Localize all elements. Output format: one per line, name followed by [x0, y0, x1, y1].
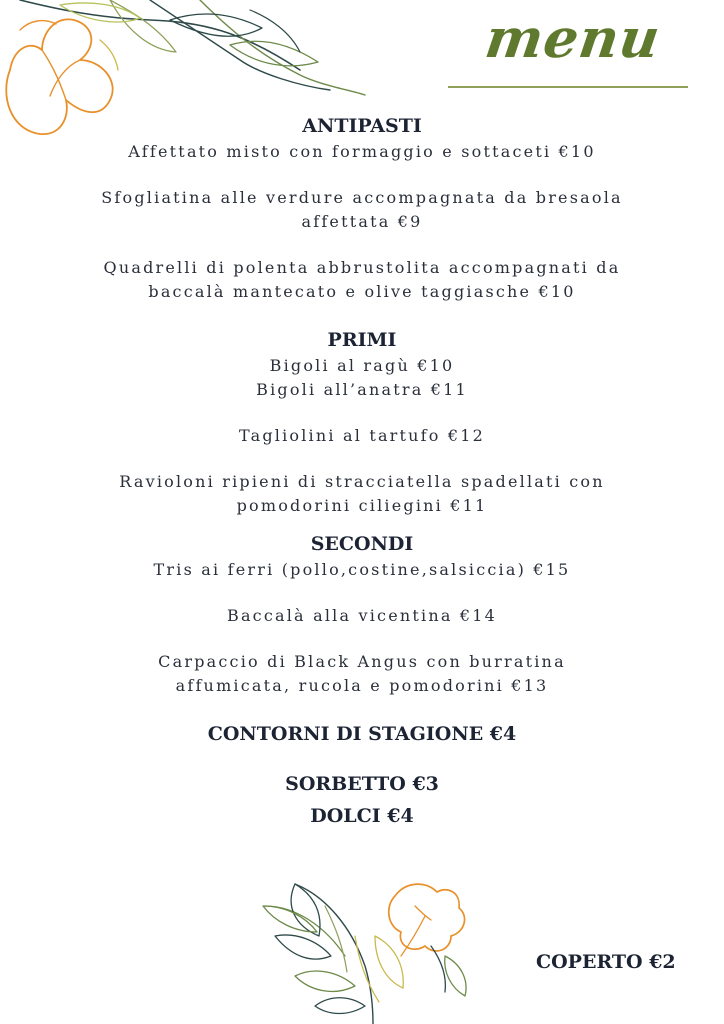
coperto-label: COPERTO €2 — [536, 951, 676, 973]
menu-item: Carpaccio di Black Angus con burratina — [158, 652, 566, 671]
menu-item: affumicata, rucola e pomodorini €13 — [175, 676, 549, 695]
menu-item: affettata €9 — [301, 212, 423, 231]
title-underline — [448, 86, 688, 88]
menu-item: Bigoli al ragù €10 — [269, 356, 455, 375]
floral-bouquet-icon — [255, 876, 475, 1024]
section-heading-contorni: CONTORNI DI STAGIONE €4 — [207, 723, 517, 745]
menu-item: Ravioloni ripieni di stracciatella spadellati con — [119, 472, 605, 491]
section-heading-primi: PRIMI — [327, 329, 397, 351]
menu-item: Tris ai ferri (pollo,costine,salsiccia) €15 — [153, 560, 571, 579]
menu-title: menu — [481, 6, 665, 70]
menu-item: baccalà mantecato e olive taggiasche €10 — [148, 282, 576, 301]
menu-item: Bigoli all’anatra €11 — [256, 380, 468, 399]
menu-item: Quadrelli di polenta abbrustolita accompagnati da — [103, 258, 621, 277]
menu-item: Baccalà alla vicentina €14 — [226, 606, 497, 625]
section-heading-sorbetto: SORBETTO €3 — [285, 773, 439, 795]
section-heading-antipasti: ANTIPASTI — [302, 115, 422, 137]
menu-item: Affettato misto con formaggio e sottaceti €10 — [128, 142, 596, 161]
section-heading-secondi: SECONDI — [310, 533, 414, 555]
menu-content — [0, 112, 724, 830]
menu-item: Tagliolini al tartufo €12 — [238, 426, 486, 445]
section-heading-dolci: DOLCI €4 — [310, 805, 414, 827]
menu-item: pomodorini ciliegini €11 — [236, 496, 488, 515]
menu-item: Sfogliatina alle verdure accompagnata da bresaola — [101, 188, 623, 207]
